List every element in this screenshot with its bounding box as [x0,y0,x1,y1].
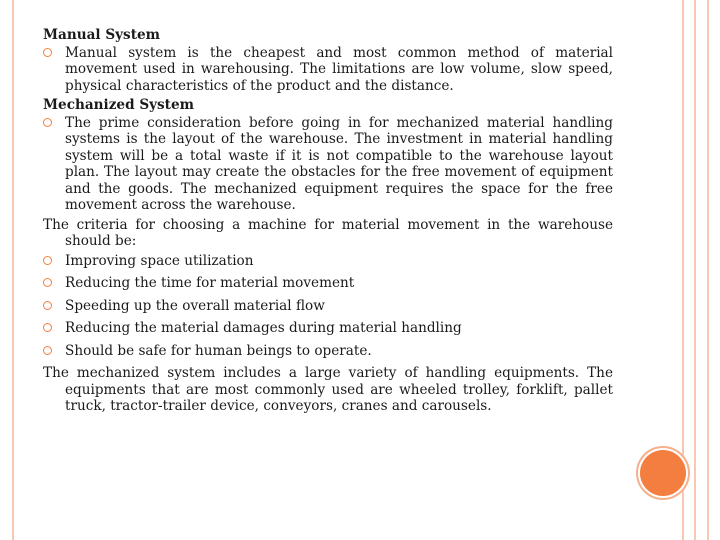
criteria-text: Reducing the time for material movement [65,275,355,291]
bullet-circle-icon [43,278,52,287]
criteria-text: Should be safe for human beings to operate. [65,342,372,359]
criteria-item [43,320,613,337]
decorative-circle [640,450,686,496]
criteria-item [43,275,613,292]
bullet-circle-icon [43,301,52,310]
criteria-item [43,343,613,360]
right-border-line-3 [707,0,709,540]
criteria-item [43,298,613,315]
bullet-mechanized-system [43,115,613,214]
right-border-line-2 [694,0,696,540]
criteria-item [43,253,613,270]
right-border-line-1 [682,0,684,540]
bullet-manual-system [43,45,613,95]
slide-content [43,27,613,418]
bullet-text: The prime consideration before going in for mechanized material handling systems is the layout of the warehouse. The investment in material handling system will be a total waste if it is not compatible to the warehouse layout plan. The layout may create the obstacles for the free movement of equipment and the goods. The mechanized equipment requires the space for the free movement across the warehouse. [65,114,613,213]
criteria-text: Reducing the material damages during material handling [65,320,462,336]
left-border-line [12,0,14,540]
criteria-intro: The criteria for choosing a machine for material movement in the warehouse should be: [43,216,613,249]
bullet-circle-icon [43,323,52,332]
bullet-circle-icon [43,48,52,57]
bullet-circle-icon [43,346,52,355]
heading-mechanized-system: Mechanized System [43,97,194,113]
closing-paragraph: The mechanized system includes a large variety of handling equipments. The equipments that are most commonly used are wheeled trolley, forklift, pallet truck, tractor-trailer device, conveyors, cranes and carousels. [43,365,613,414]
bullet-circle-icon [43,256,52,265]
bullet-text: Manual system is the cheapest and most common method of material movement used in warehousing. The limitations are low volume, slow speed, physical characteristics of the product and the distance. [65,44,613,94]
criteria-text: Speeding up the overall material flow [65,297,325,314]
criteria-text: Improving space utilization [65,252,254,269]
bullet-circle-icon [43,118,52,127]
heading-manual-system: Manual System [43,27,161,43]
